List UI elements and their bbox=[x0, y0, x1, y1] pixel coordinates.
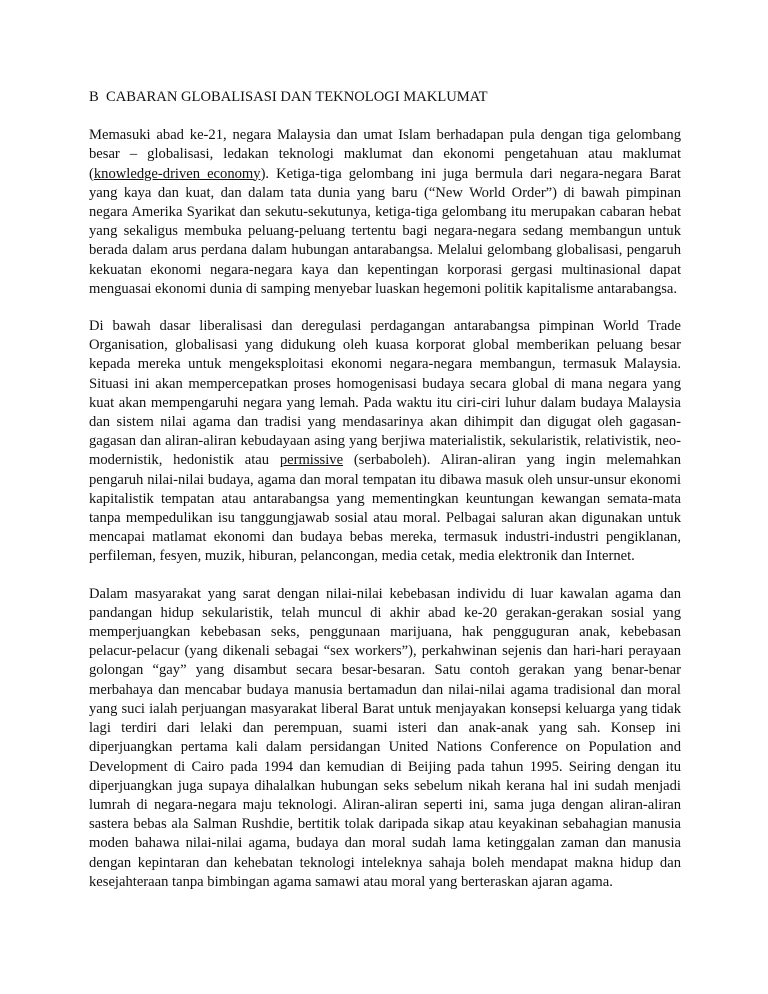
paragraph-1-text-b: ). Ketiga-tiga gelombang ini juga bermula dari negara-negara Barat yang kaya dan kuat, dan dalam tata dunia yang baru (“New World Order”) di bawah pimpinan negara Amerika Syarikat dan sekutu-sekutunya, ketiga-tiga gelombang itu merupakan cabaran hebat yang sekaligus membuka peluang-peluang tertentu bagi negara-negara sedang membangun untuk berada dalam arus perdana dalam hubungan antarabangsa. Melalui gelombang globalisasi, pengaruh kekuatan ekonomi negara-negara kaya dan kepentingan korporasi gergasi multinasional dapat menguasai ekonomi dunia di samping menyebar luaskan hegemoni politik kapitalisme antarabangsa. bbox=[89, 165, 681, 297]
section-title: CABARAN GLOBALISASI DAN TEKNOLOGI MAKLUMAT bbox=[106, 89, 488, 105]
paragraph-2-text-a: Di bawah dasar liberalisasi dan deregulasi perdagangan antarabangsa pimpinan World Trade Organisation, globalisasi yang didukung oleh kuasa korporat global memberikan peluang besar kepada mereka untuk mengeksploitasi ekonomi negara-negara membangun, termasuk Malaysia. Situasi ini akan mempercepatkan proses homogenisasi budaya secara global di mana negara yang kuat akan mempengaruhi negara yang lemah. Pada waktu itu ciri-ciri luhur dalam budaya Malaysia dan sistem nilai agama dan tradisi yang mendasarinya akan dihimpit dan digugat oleh gagasan-gagasan dan aliran-aliran kebudayaan asing yang berjiwa materialistik, sekularistik, relativistik, neo-modernistik, hedonistik atau bbox=[89, 318, 681, 469]
paragraph-3 bbox=[89, 585, 681, 892]
term-permissive: permissive bbox=[279, 452, 344, 469]
paragraph-1-text-a: Memasuki abad ke-21, negara Malaysia dan umat Islam berhadapan pula dengan tiga gelombang besar – globalisasi, ledakan teknologi maklumat dan ekonomi pengetahuan atau maklumat ( bbox=[89, 127, 681, 182]
paragraph-2-text-b: (serbaboleh). Aliran-aliran yang ingin melemahkan pengaruh nilai-nilai budaya, agama dan moral tempatan itu dibawa masuk oleh unsur-unsur ekonomi kapitalistik tempatan atau antarabangsa yang mementingkan keuntungan kewangan semata-mata tanpa mempedulikan isu tanggungjawab sosial atau moral. Pelbagai saluran akan digunakan untuk mencapai matlamat ekonomi dan budaya bebas mereka, termasuk industri-industri pengiklanan, perfileman, fesyen, muzik, hiburan, pelancongan, media cetak, media elektronik dan Internet. bbox=[89, 452, 681, 565]
term-knowledge-driven-economy: knowledge-driven economy bbox=[93, 165, 261, 182]
paragraph-3-text: Dalam masyarakat yang sarat dengan nilai-nilai kebebasan individu di luar kawalan agama dan pandangan hidup sekularistik, telah muncul di akhir abad ke-20 gerakan-gerakan sosial yang memperjuangkan kebebasan seks, penggunaan marijuana, hak pengguguran anak, kebebasan pelacur-pelacur (yang dikenali sebagai “sex workers”), perkahwinan sejenis dan hari-hari perayaan golongan “gay” yang disambut secara besar-besaran. Satu contoh gerakan yang benar-benar merbahaya dan mencabar budaya manusia bertamadun dan nilai-nilai agama tradisional dan moral yang suci ialah perjuangan masyarakat liberal Barat untuk menjayakan konsepsi keluarga yang tidak lagi terdiri dari lelaki dan perempuan, suami isteri dan anak-anak yang sah. Konsep ini diperjuangkan pertama kali dalam persidangan United Nations Conference on Population and Development di Cairo pada 1994 dan kemudian di Beijing pada tahun 1995. Seiring dengan itu diperjuangkan juga supaya dihalalkan hubungan seks sebelum nikah kerana hal ini sudah menjadi lumrah di negara-negara maju teknologi. Aliran-aliran seperti ini, sama juga dengan aliran-aliran sastera bebas ala Salman Rushdie, bertitik tolak daripada sikap atau keyakinan sebahagian manusia moden bahawa nilai-nilai agama, budaya dan moral sudah lama ketinggalan zaman dan manusia dengan kepintaran dan kehebatan teknologi inteleknya sahaja boleh mendapat makna hidup dan kesejahteraan tanpa bimbingan agama samawi atau moral yang berteraskan ajaran agama. bbox=[89, 585, 681, 890]
document-body bbox=[89, 88, 681, 892]
paragraph-1 bbox=[89, 126, 681, 299]
section-heading bbox=[89, 88, 681, 107]
paragraph-2 bbox=[89, 317, 681, 567]
section-letter: B bbox=[89, 89, 99, 105]
